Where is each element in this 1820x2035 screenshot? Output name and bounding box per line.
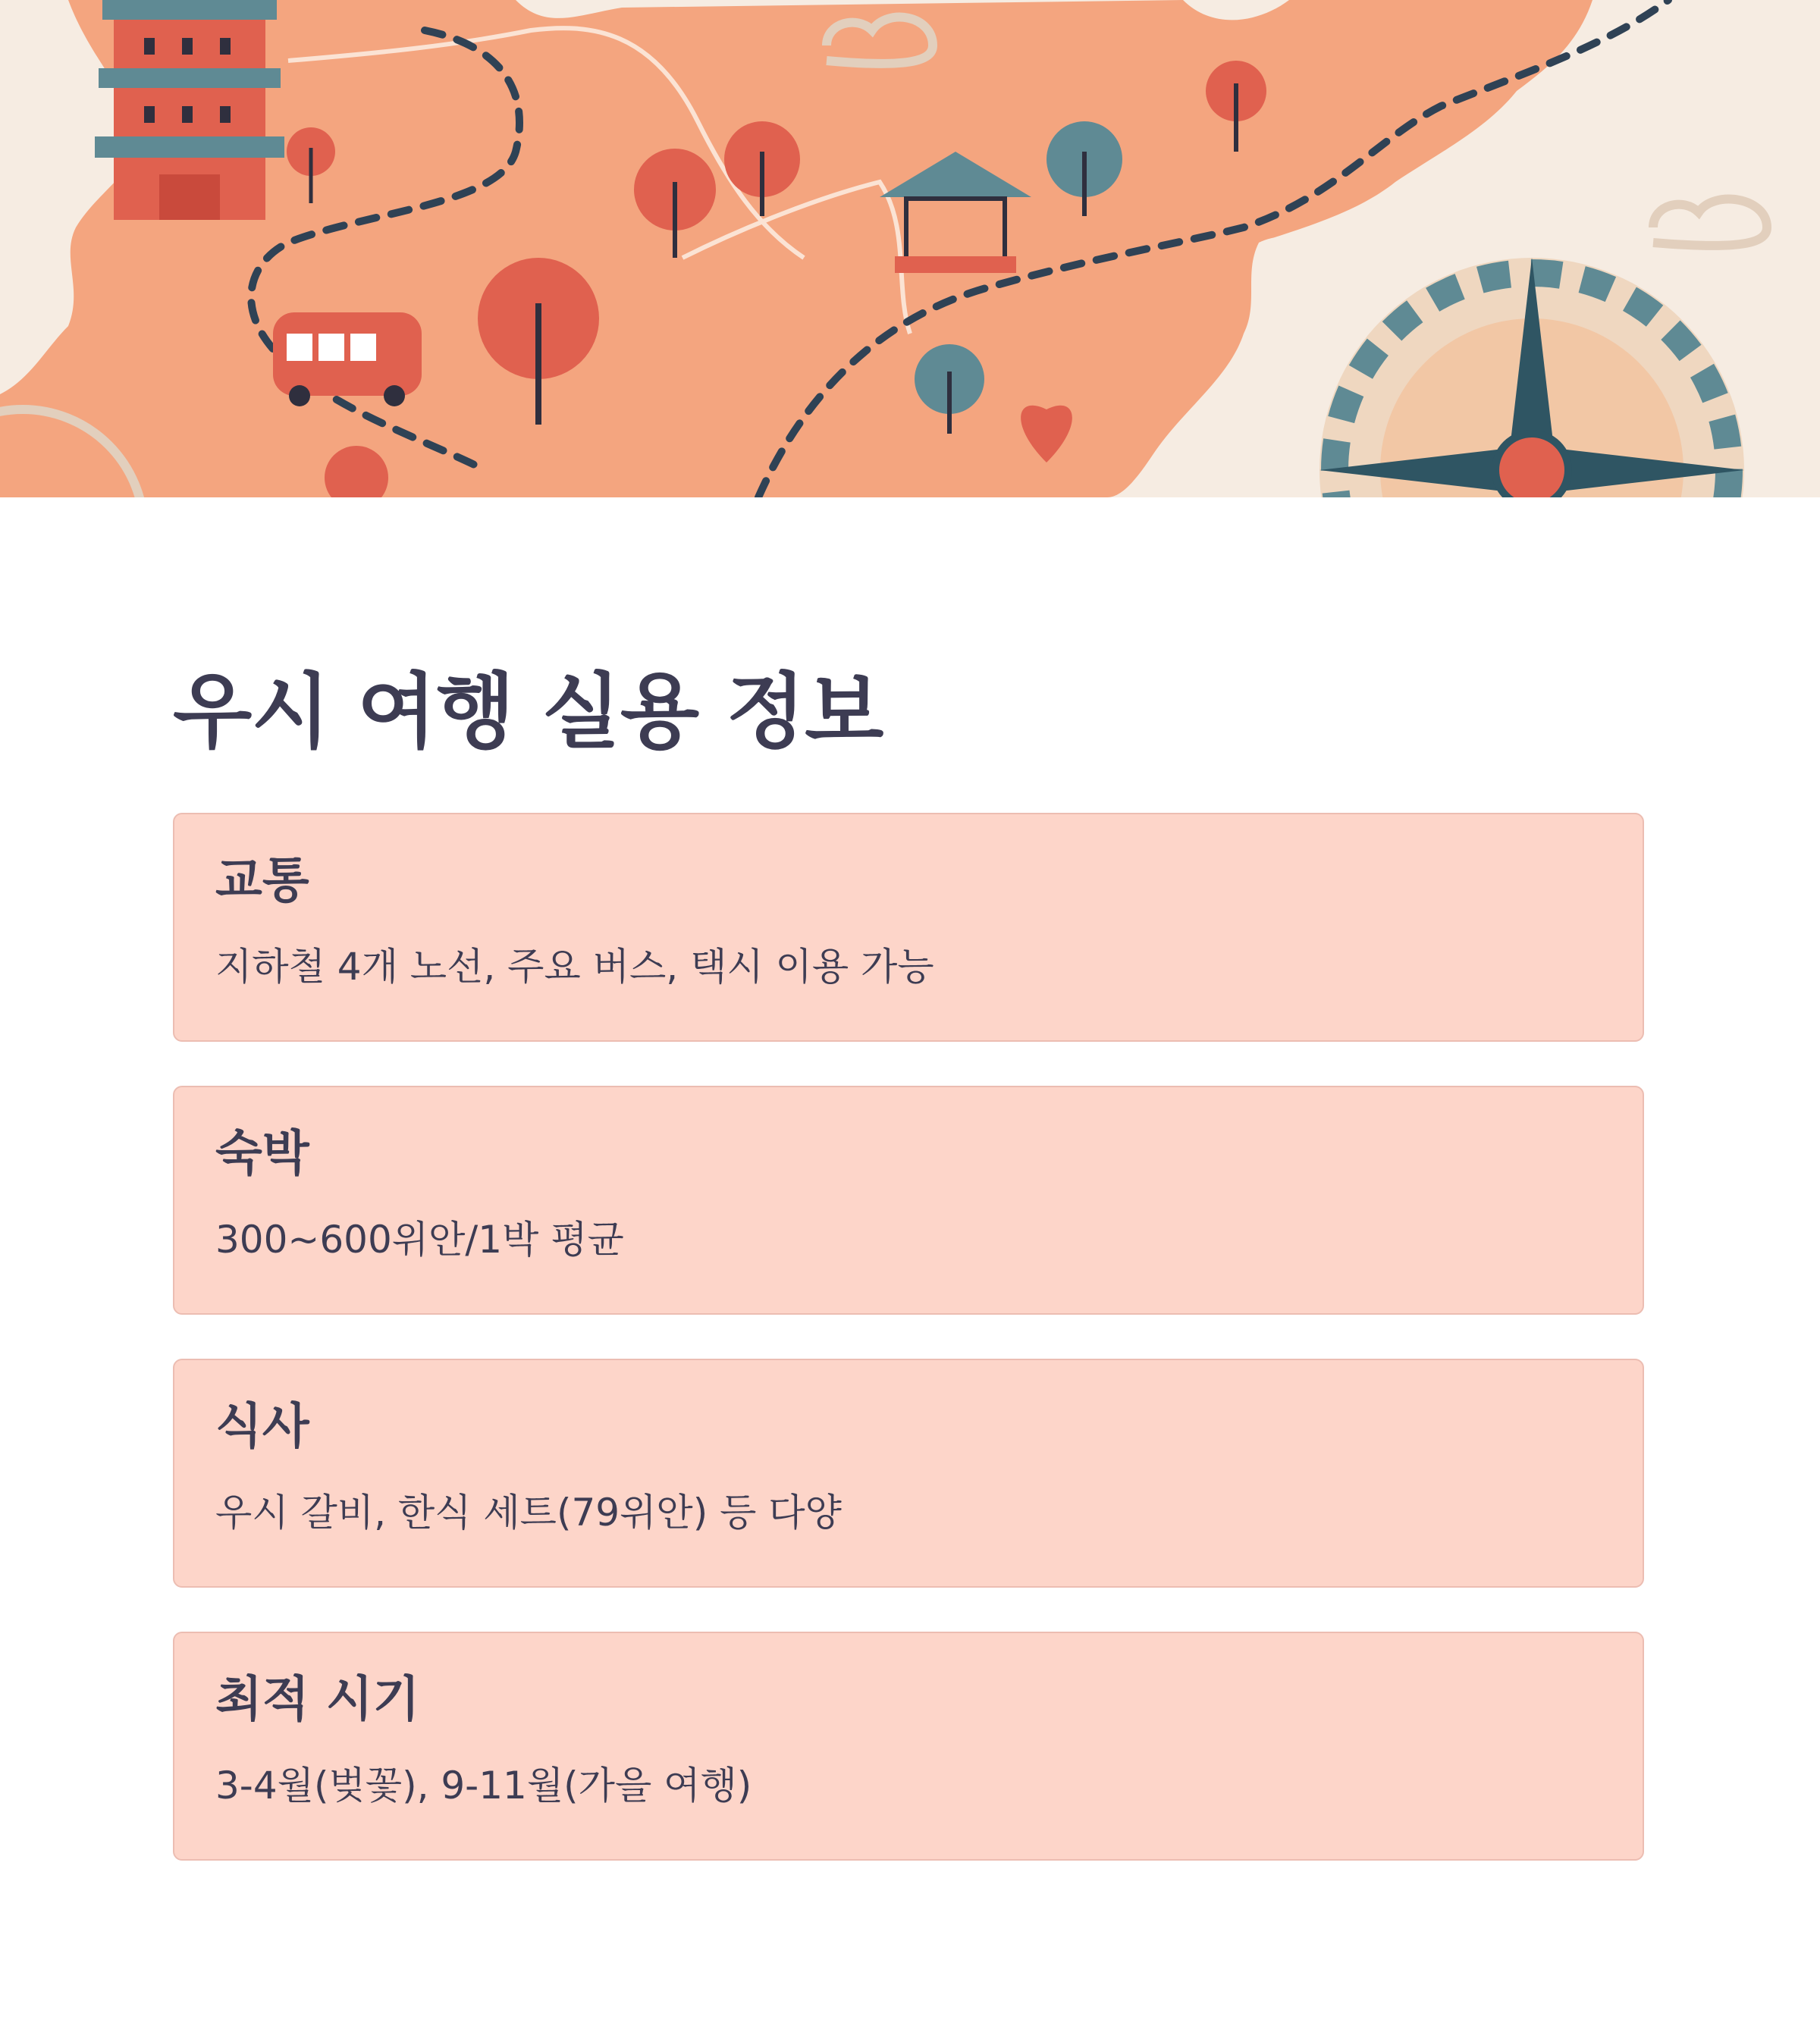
page-title: 우시 여행 실용 정보 — [173, 665, 883, 760]
card-text: 300~600위안/1박 평균 — [215, 1218, 624, 1262]
card-title: 식사 — [215, 1399, 309, 1455]
info-card-best-season — [173, 1632, 1644, 1861]
info-card-accommodation — [173, 1086, 1644, 1315]
card-title: 최적 시기 — [215, 1672, 420, 1728]
card-title: 숙박 — [215, 1126, 309, 1182]
info-card-food — [173, 1359, 1644, 1588]
hero-map-illustration — [0, 0, 1820, 497]
card-title: 교통 — [215, 853, 309, 909]
card-text: 우시 갈비, 한식 세트(79위안) 등 다양 — [215, 1491, 842, 1535]
card-text: 지하철 4개 노선, 주요 버스, 택시 이용 가능 — [215, 945, 934, 989]
info-card-transport — [173, 813, 1644, 1042]
main-content — [173, 652, 1647, 1808]
card-text: 3-4월(벚꽃), 9-11월(가을 여행) — [215, 1764, 752, 1808]
